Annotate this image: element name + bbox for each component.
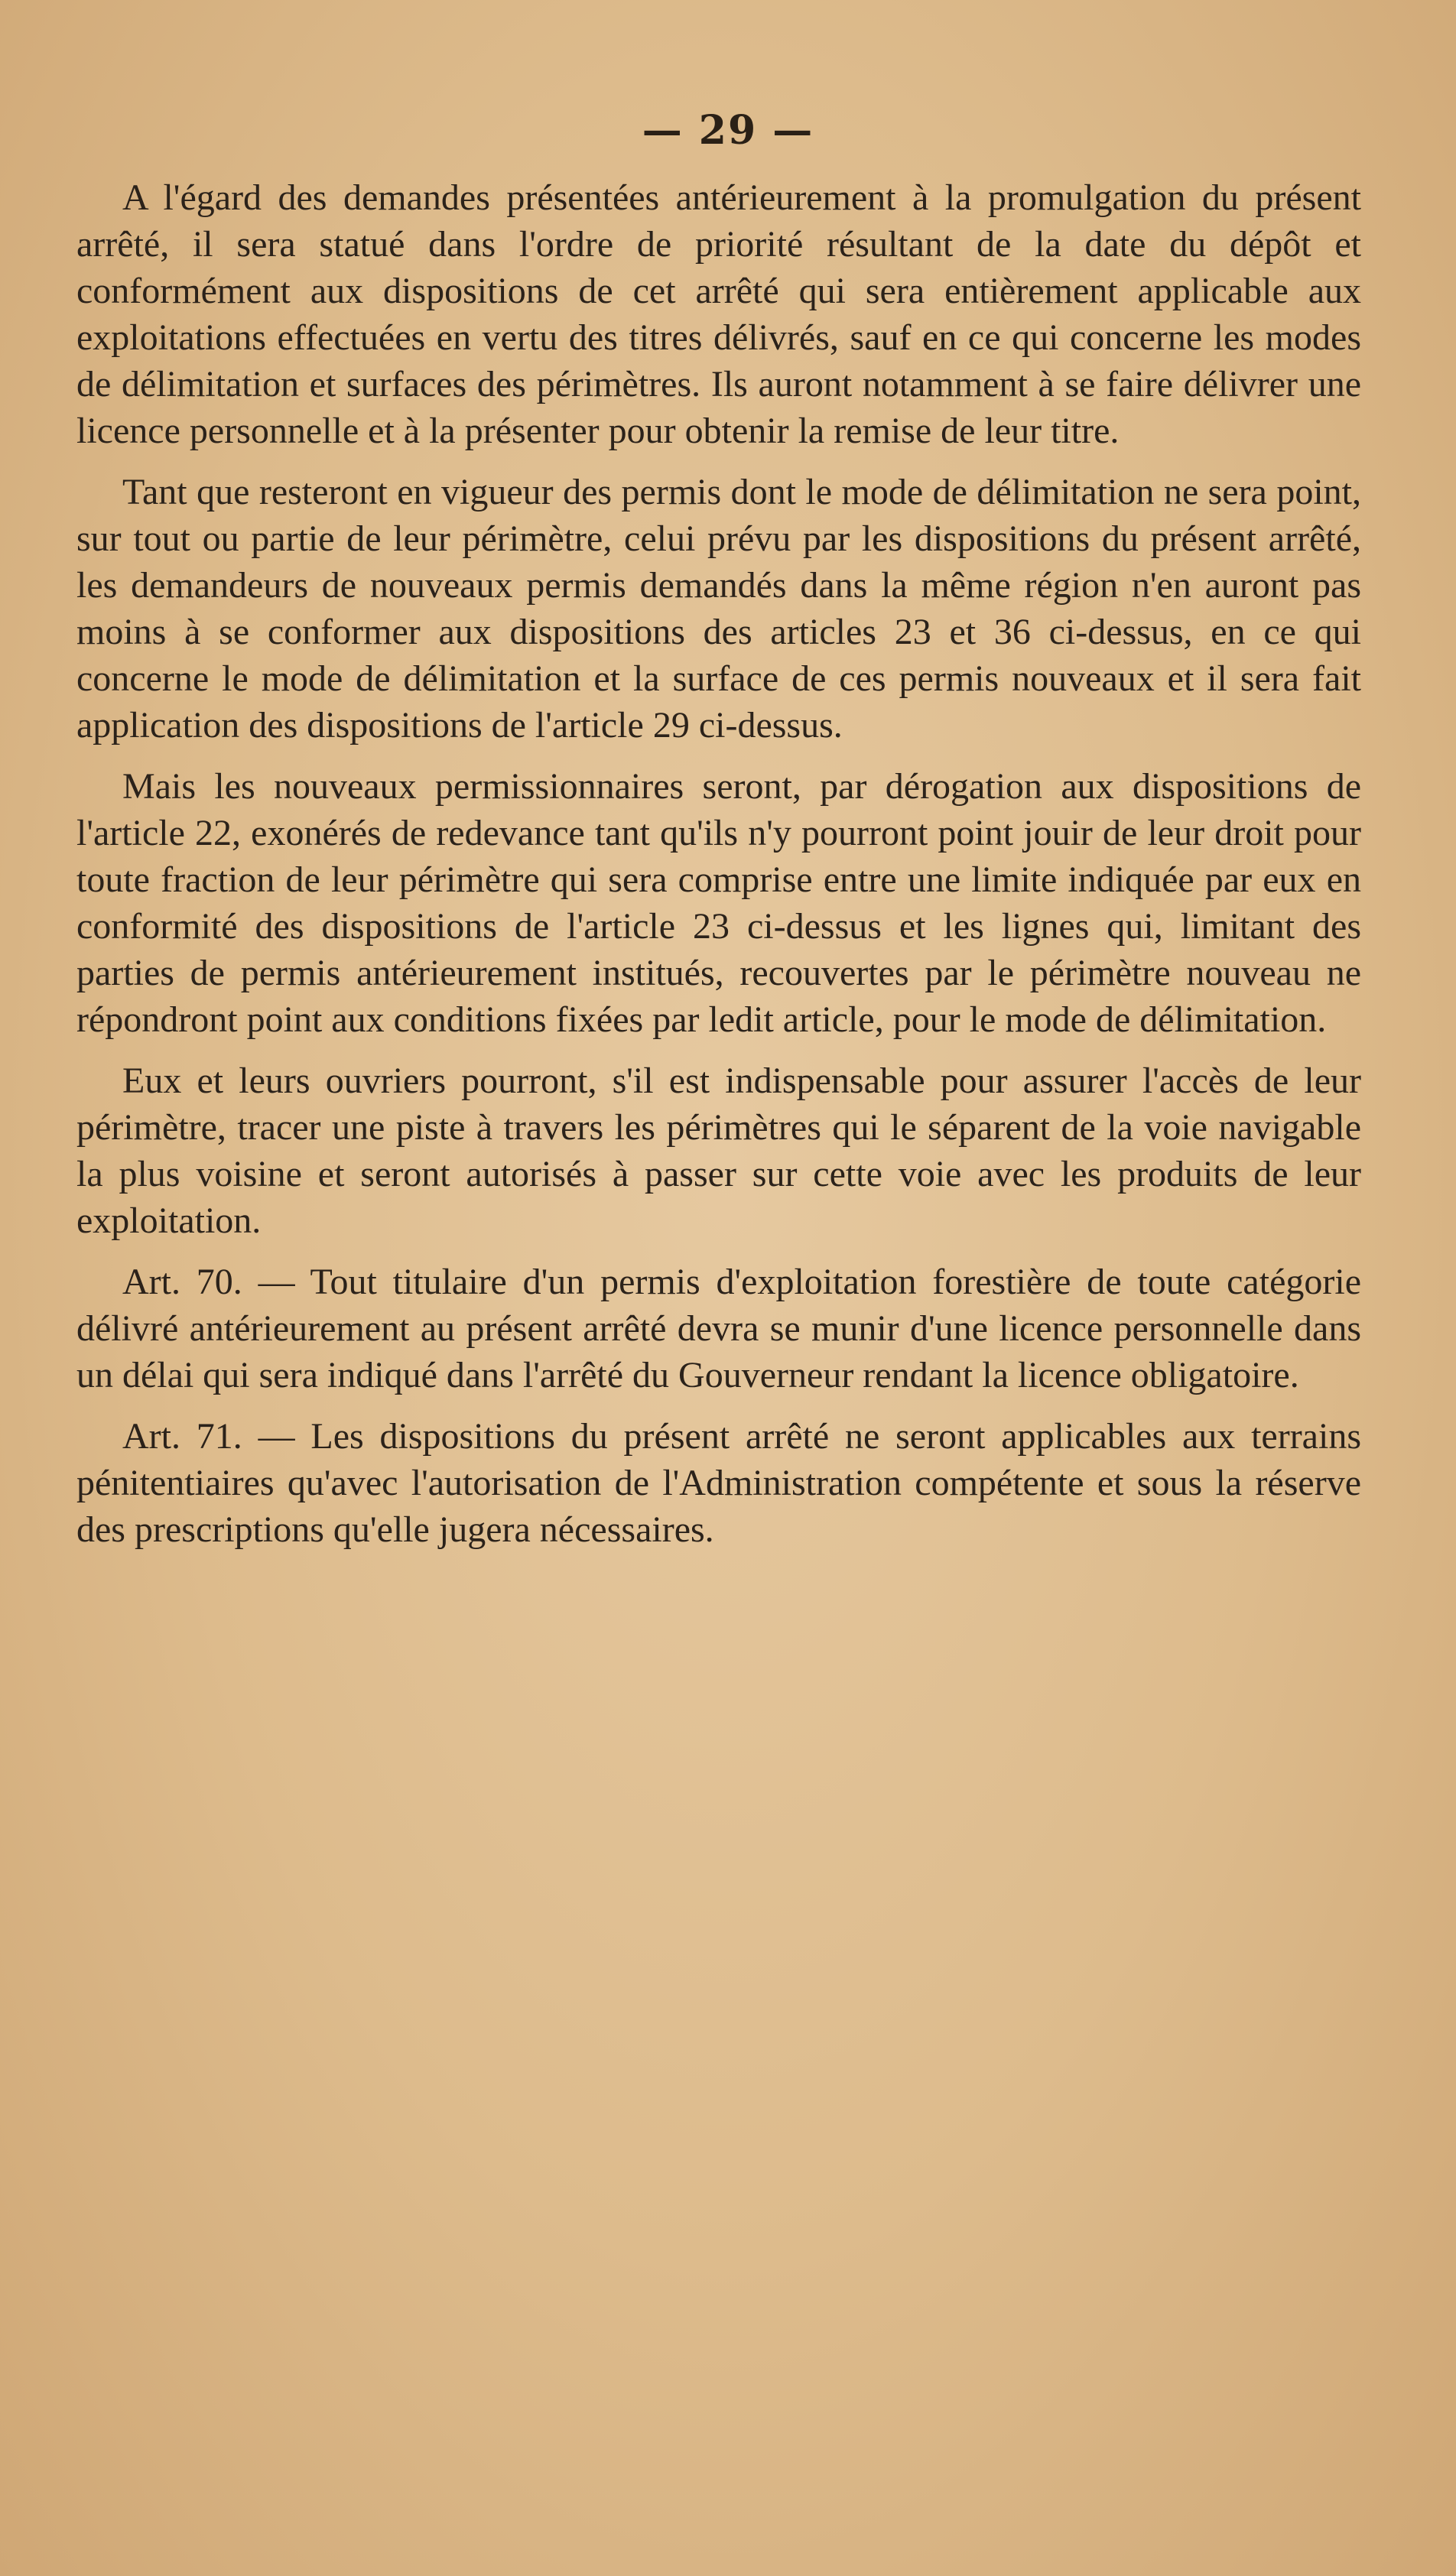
paragraph-new-permit-holders: Mais les nouveaux permissionnaires seront, par dérogation aux dispositions de l'article 22, exonérés de redevance tant qu'ils n'y pourront point jouir de leur droit pour toute fraction de leur périmètre qui sera comprise entre une limite indiquée par eux en conformité des dispositions de l'article 23 ci-dessus et les lignes qui, limitant des parties de permis antérieurement institués, recouvertes par le périmètre nouveau ne répondront point aux conditions fixées par ledit article, pour le mode de délimitation. [76,766,1361,1040]
body-text [76,174,1361,1567]
page-number: — 29 — [642,107,814,154]
paragraph-article-70: Art. 70. — Tout titulaire d'un permis d'exploitation forestière de toute catégorie délivré antérieurement au présent arrêté devra se munir d'une licence personnelle dans un délai qui sera indiqué dans l'arrêté du Gouverneur rendant la licence obligatoire. [76,1262,1361,1395]
paragraph-existing-permits: Tant que resteront en vigueur des permis dont le mode de délimitation ne sera point, sur tout ou partie de leur périmètre, celui prévu par les dispositions du présent arrêté, les demandeurs de nouveaux permis demandés dans la même région n'en auront pas moins à se conformer aux dispositions des articles 23 et 36 ci-dessus, en ce qui concerne le mode de délimitation et la surface de ces permis nouveaux et il sera fait application des dispositions de l'article 29 ci-dessus. [76,472,1361,746]
paragraph-workers-access: Eux et leurs ouvriers pourront, s'il est indispensable pour assurer l'accès de leur périmètre, tracer une piste à travers les périmètres qui le séparent de la voie navigable la plus voisine et seront autorisés à passer sur cette voie avec les produits de leur exploitation. [76,1061,1361,1241]
paragraph-prior-requests: A l'égard des demandes présentées antérieurement à la promulgation du présent arrêté, il sera statué dans l'ordre de priorité résultant de la date du dépôt et conformément aux dispositions de cet arrêté qui sera entièrement applicable aux exploitations effectuées en vertu des titres délivrés, sauf en ce qui concerne les modes de délimitation et surfaces des périmètres. Ils auront notamment à se faire délivrer une licence personnelle et à la présenter pour obtenir la remise de leur titre. [76,177,1361,451]
paragraph-article-71: Art. 71. — Les dispositions du présent arrêté ne seront applicables aux terrains pénitentiaires qu'avec l'autorisation de l'Administration compétente et sous la réserve des prescriptions qu'elle jugera nécessaires. [76,1416,1361,1550]
